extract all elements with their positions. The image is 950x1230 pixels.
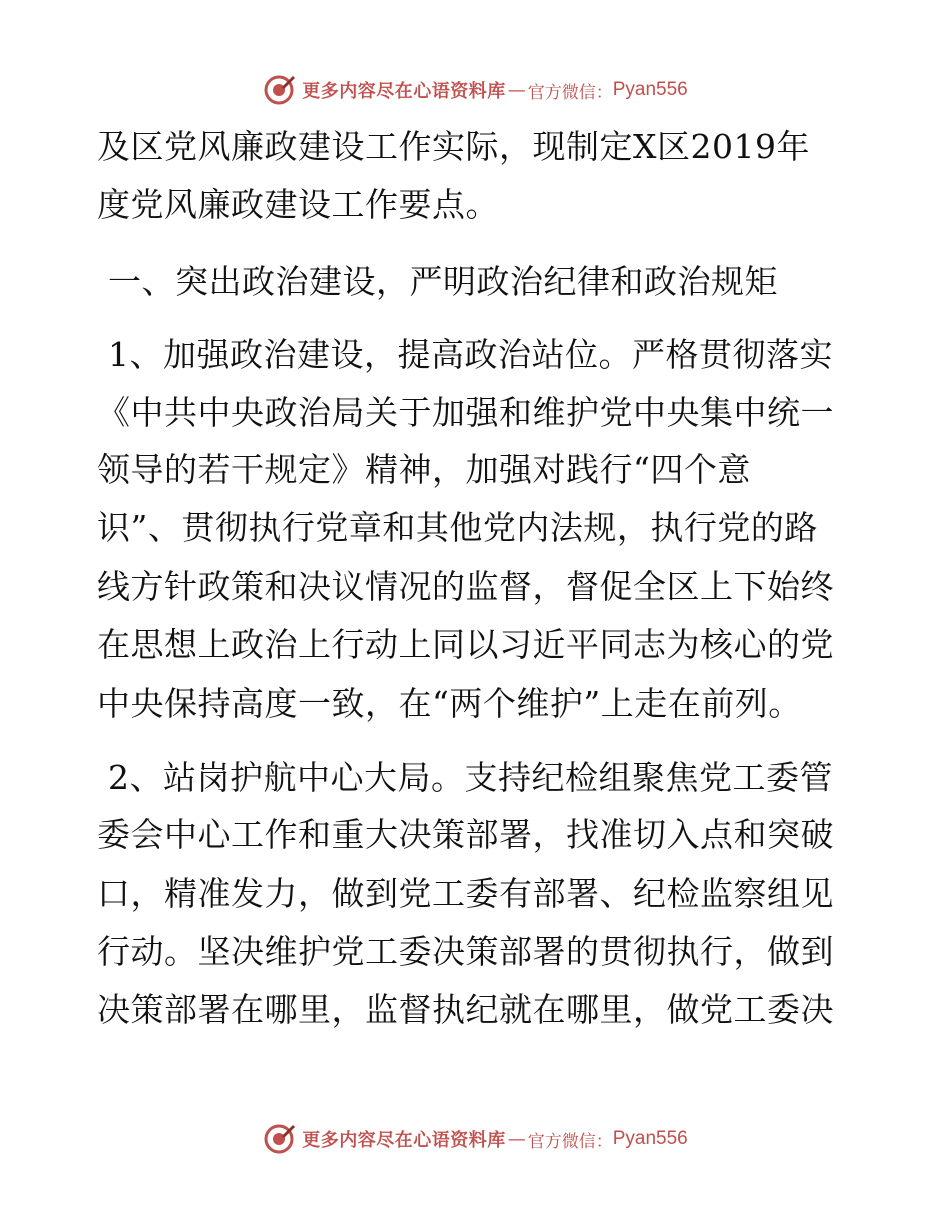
text-line: 1、加强政治建设，提高政治站位。严格贯彻落实 xyxy=(108,335,833,374)
pen-logo-icon xyxy=(262,73,296,107)
pen-logo-icon xyxy=(262,1122,296,1156)
watermark-separator: — xyxy=(507,79,526,101)
watermark-banner-top xyxy=(0,72,950,108)
text-line: 中央保持高度一致，在“两个维护”上走在前列。 xyxy=(97,684,802,723)
watermark-account: Pyan556 xyxy=(612,79,688,100)
watermark-separator: — xyxy=(507,1128,526,1150)
text-line: 口，精准发力，做到党工委有部署、纪检监察组见 xyxy=(97,874,834,913)
text-line: 在思想上政治上行动上同以习近平同志为核心的党 xyxy=(97,625,834,664)
text-line: 行动。坚决维护党工委决策部署的贯彻执行，做到 xyxy=(97,932,834,971)
text-line: 2、站岗护航中心大局。支持纪检组聚焦党工委管 xyxy=(108,758,833,797)
text-line: 识”、贯彻执行党章和其他党内法规，执行党的路 xyxy=(97,508,818,547)
watermark-banner-bottom xyxy=(0,1121,950,1157)
watermark-main-text: 更多内容尽在心语资料库 xyxy=(302,81,506,102)
watermark-main-text: 更多内容尽在心语资料库 xyxy=(302,1130,506,1151)
watermark-label: 官方微信： xyxy=(527,82,613,103)
text-line: 《中共中央政治局关于加强和维护党中央集中统一 xyxy=(97,393,834,432)
text-line: 委会中心工作和重大决策部署，找准切入点和突破 xyxy=(97,815,834,854)
section-heading: 一、突出政治建设，严明政治纪律和政治规矩 xyxy=(108,262,778,301)
text-line: 度党风廉政建设工作要点。 xyxy=(97,185,499,224)
text-line: 线方针政策和决议情况的监督，督促全区上下始终 xyxy=(97,567,834,606)
watermark-account: Pyan556 xyxy=(612,1128,688,1149)
text-line: 领导的若干规定》精神，加强对践行“四个意 xyxy=(97,450,751,489)
watermark-label: 官方微信： xyxy=(527,1131,613,1152)
text-line: 及区党风廉政建设工作实际，现制定X区2019年 xyxy=(97,127,810,166)
text-line: 决策部署在哪里，监督执纪就在哪里，做党工委决 xyxy=(97,990,834,1029)
